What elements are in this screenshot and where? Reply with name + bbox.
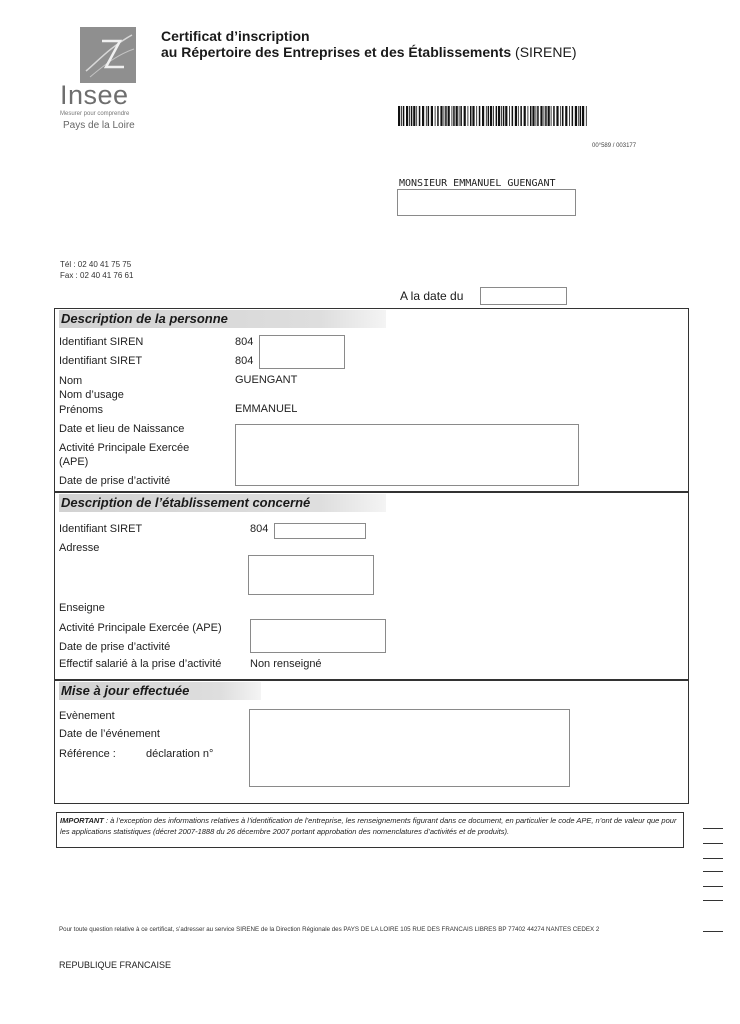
- person-section-title: Description de la personne: [59, 310, 386, 328]
- margin-tick: [703, 886, 723, 887]
- update-details-box: [249, 709, 570, 787]
- update-section: [54, 680, 689, 804]
- ape-label-line2: (APE): [59, 456, 89, 468]
- establishment-ape-box: [250, 619, 386, 653]
- nom-value: GUENGANT: [235, 374, 298, 386]
- nom-usage-label: Nom d’usage: [59, 389, 124, 401]
- person-details-box: [235, 424, 579, 486]
- adresse-box: [248, 555, 374, 595]
- establishment-siret-value: 804: [250, 523, 269, 535]
- margin-tick: [703, 843, 723, 844]
- document-title-line2: [161, 44, 576, 60]
- recipient-name: MONSIEUR EMMANUEL GUENGANT: [399, 178, 556, 189]
- evenement-label: Evènement: [59, 710, 115, 722]
- establishment-ape-label: Activité Principale Exercée (APE): [59, 622, 222, 634]
- person-section: [54, 308, 689, 492]
- contact-fax: Fax : 02 40 41 76 61: [60, 271, 134, 280]
- establishment-section: [54, 492, 689, 680]
- insee-logo-tagline: Mesurer pour comprendre: [60, 111, 130, 117]
- siret-value: 804: [235, 355, 254, 367]
- effectif-value: Non renseigné: [250, 658, 322, 670]
- prenoms-value: EMMANUEL: [235, 403, 298, 415]
- margin-tick: [703, 828, 723, 829]
- siret-label: Identifiant SIRET: [59, 355, 143, 367]
- establishment-siret-box: [274, 523, 366, 539]
- enseigne-label: Enseigne: [59, 602, 105, 614]
- margin-tick: [703, 858, 723, 859]
- ape-label-line1: Activité Principale Exercée: [59, 442, 190, 454]
- footer-contact-text: Pour toute question relative à ce certificat, s’adresser au service SIRENE de la Direction Régionale des PAYS DE LA LOIRE 105 RUE DES FRANCAIS LIBRES BP 77402 44274 NANTES CEDEX 2: [59, 926, 600, 933]
- update-section-title: Mise à jour effectuée: [59, 682, 261, 700]
- date-label: A la date du: [400, 289, 464, 303]
- naissance-label: Date et lieu de Naissance: [59, 423, 185, 435]
- declaration-label: déclaration n°: [146, 748, 214, 760]
- document-title-line1: Certificat d’inscription: [161, 28, 310, 44]
- insee-logo-mark: [80, 27, 136, 83]
- nom-label: Nom: [59, 375, 83, 387]
- document-title-bold: au Répertoire des Entreprises et des Établissements: [161, 44, 512, 60]
- contact-tel: Tél : 02 40 41 75 75: [60, 260, 132, 269]
- republique-label: REPUBLIQUE FRANCAISE: [59, 960, 172, 970]
- siren-siret-box: [259, 335, 345, 369]
- document-reference: 00°589 / 003177: [592, 143, 637, 149]
- establishment-siret-label: Identifiant SIRET: [59, 523, 143, 535]
- prise-activite-label: Date de prise d’activité: [59, 475, 171, 487]
- adresse-label: Adresse: [59, 542, 100, 554]
- margin-tick: [703, 900, 723, 901]
- notice-text: : à l’exception des informations relatives à l’identification de l’entreprise, les renseignements figurant dans ce document, en particulier le code APE, n’ont de valeur que pour les applications statistiques (décret 2007-1888 du 26 décembre 2007 portant approbation des nomenclatures d’activités et de produits).: [60, 816, 677, 836]
- siren-label: Identifiant SIREN: [59, 336, 144, 348]
- notice-bold: IMPORTANT: [60, 816, 104, 825]
- effectif-label: Effectif salarié à la prise d’activité: [59, 658, 222, 670]
- recipient-address-box: [397, 189, 576, 216]
- insee-logo-word: Insee: [60, 80, 129, 110]
- siren-value: 804: [235, 336, 254, 348]
- establishment-section-title: Description de l’établissement concerné: [59, 494, 386, 512]
- barcode: [398, 106, 588, 126]
- reference-label: Référence :: [59, 748, 116, 760]
- date-evenement-label: Date de l’événement: [59, 728, 160, 740]
- margin-tick: [703, 871, 723, 872]
- important-notice: [56, 812, 684, 848]
- date-box: [480, 287, 567, 305]
- insee-logo-region: Pays de la Loire: [63, 120, 135, 131]
- margin-tick: [703, 931, 723, 932]
- establishment-prise-label: Date de prise d’activité: [59, 641, 171, 653]
- document-title-suffix: (SIRENE): [515, 44, 577, 60]
- prenoms-label: Prénoms: [59, 404, 104, 416]
